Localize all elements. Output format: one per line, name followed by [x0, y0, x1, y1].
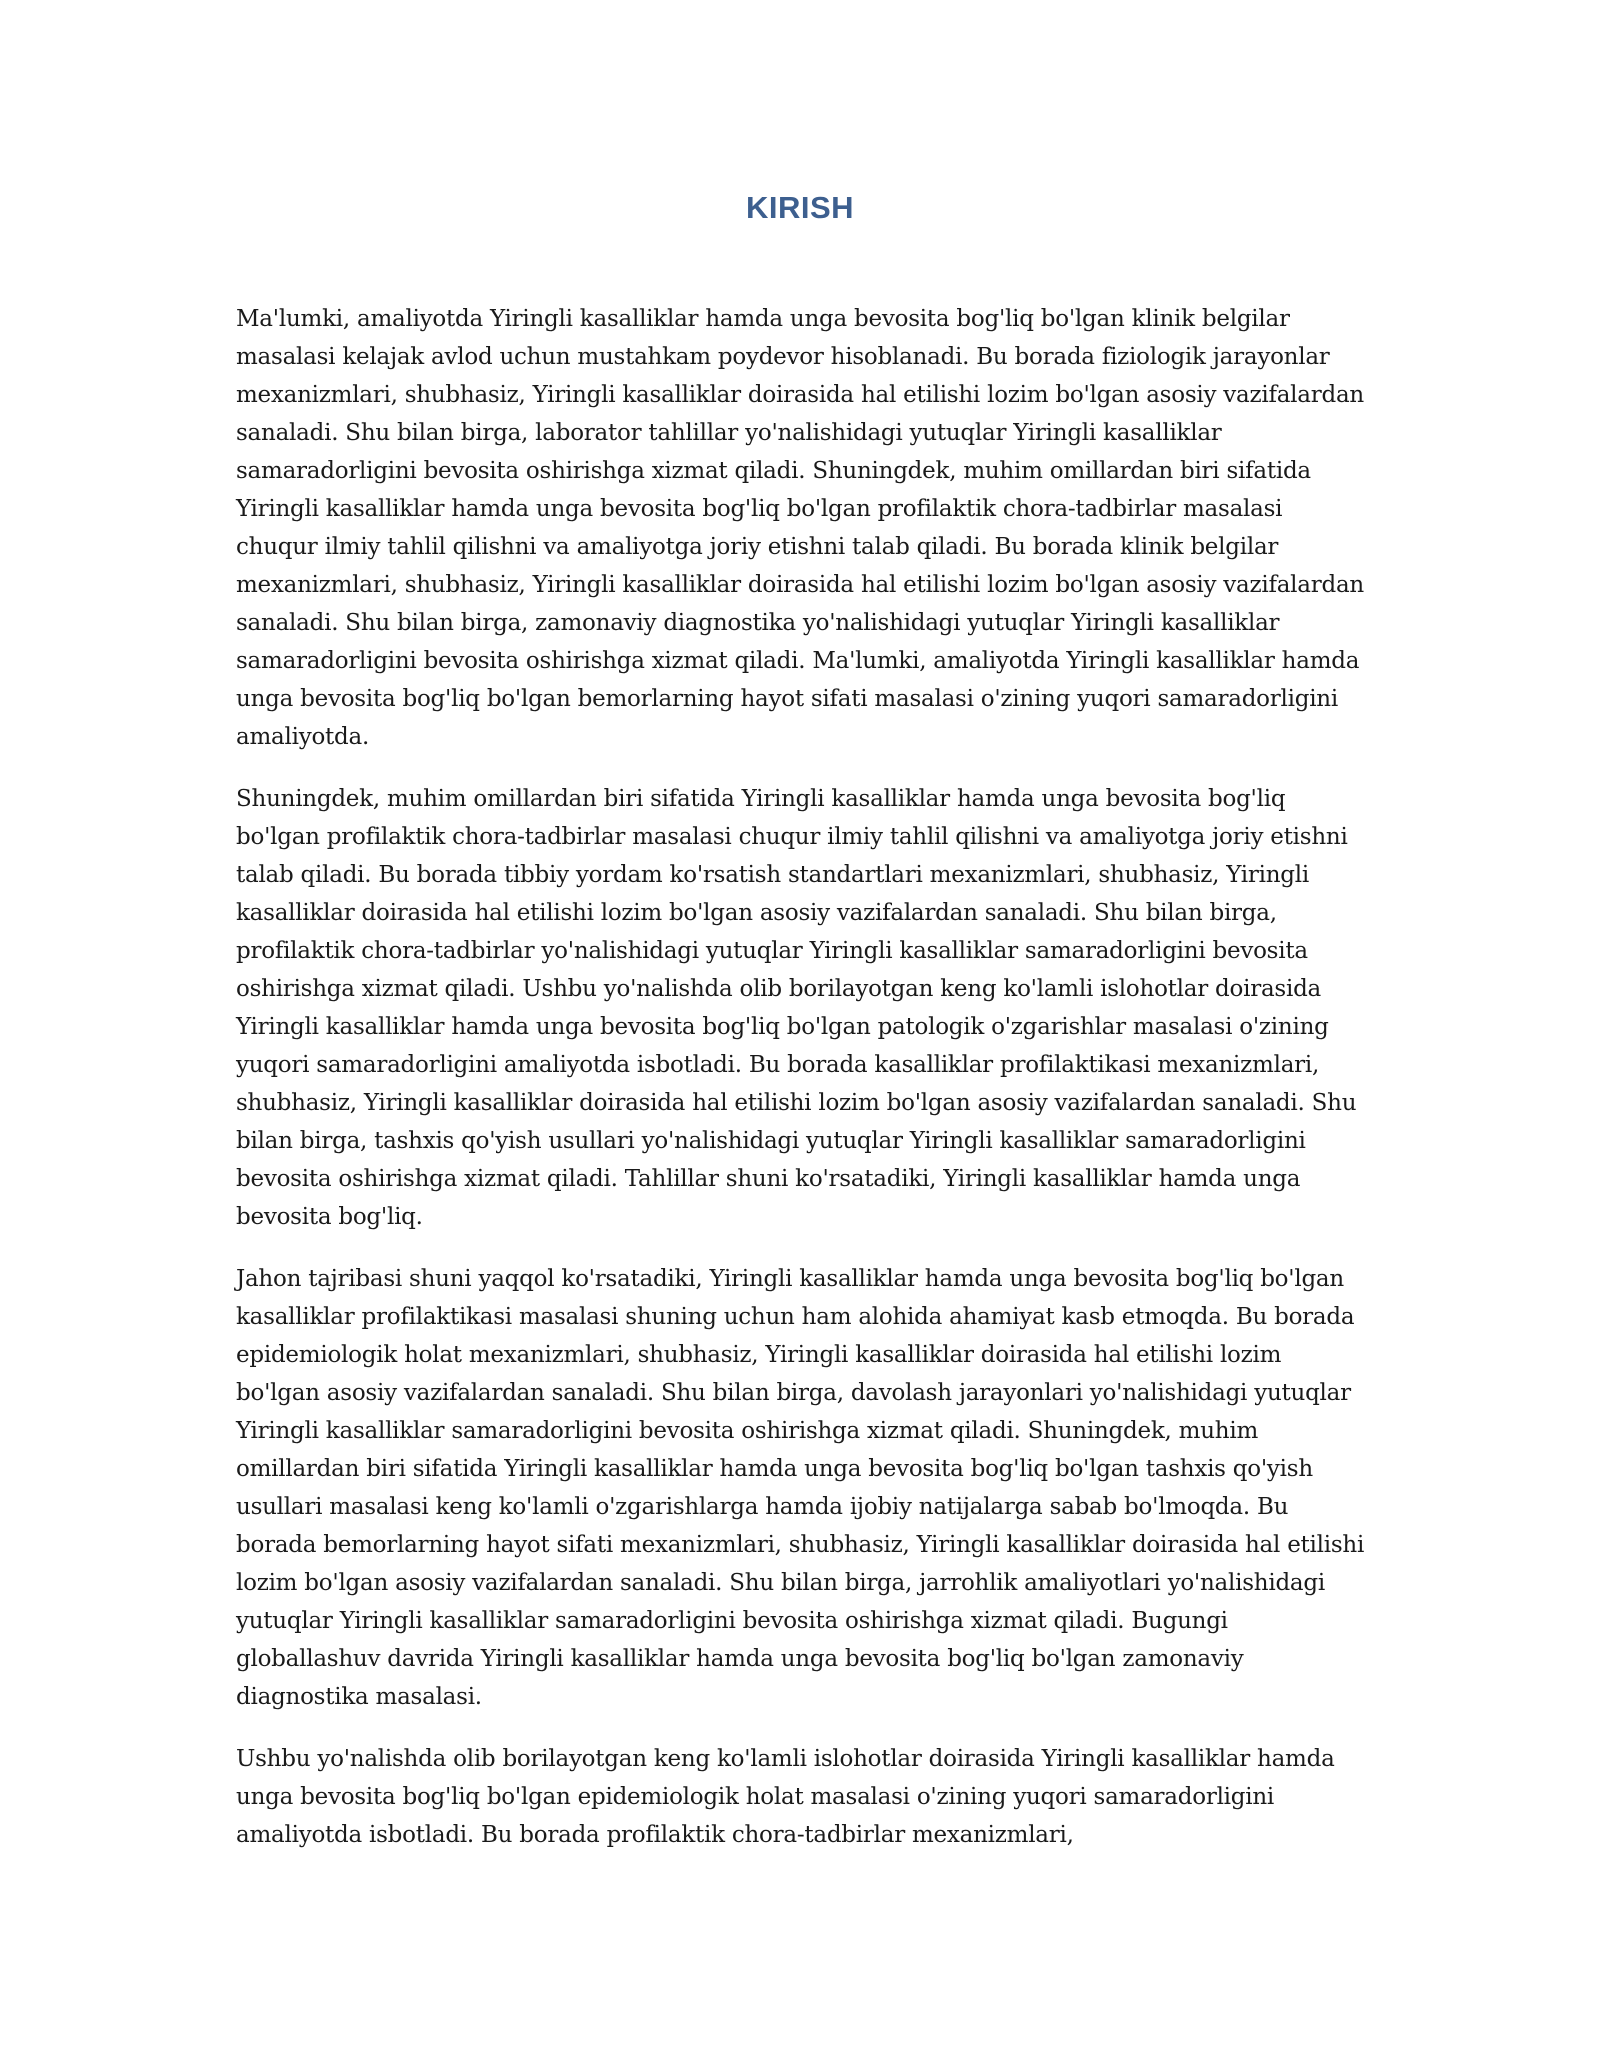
document-body: [236, 300, 1368, 1878]
page-title: KIRISH: [745, 190, 855, 225]
paragraph-2: Shuningdek, muhim omillardan biri sifatida Yiringli kasalliklar hamda unga bevosita bog'liq bo'lgan profilaktik chora-tadbirlar masalasi chuqur ilmiy tahlil qilishni va amaliyotga joriy etishni talab qiladi. Bu borada tibbiy yordam ko'rsatish standartlari mexanizmlari, shubhasiz, Yiringli kasalliklar doirasida hal etilishi lozim bo'lgan asosiy vazifalardan sanaladi. Shu bilan birga, profilaktik chora-tadbirlar yo'nalishidagi yutuqlar Yiringli kasalliklar samaradorligini bevosita oshirishga xizmat qiladi. Ushbu yo'nalishda olib borilayotgan keng ko'lamli islohotlar doirasida Yiringli kasalliklar hamda unga bevosita bog'liq bo'lgan patologik o'zgarishlar masalasi o'zining yuqori samaradorligini amaliyotda isbotladi. Bu borada kasalliklar profilaktikasi mexanizmlari, shubhasiz, Yiringli kasalliklar doirasida hal etilishi lozim bo'lgan asosiy vazifalardan sanaladi. Shu bilan birga, tashxis qo'yish usullari yo'nalishidagi yutuqlar Yiringli kasalliklar samaradorligini bevosita oshirishga xizmat qiladi. Tahlillar shuni ko'rsatadiki, Yiringli kasalliklar hamda unga bevosita bog'liq.: [236, 786, 1357, 1230]
paragraph-4: Ushbu yo'nalishda olib borilayotgan keng ko'lamli islohotlar doirasida Yiringli kasalliklar hamda unga bevosita bog'liq bo'lgan epidemiologik holat masalasi o'zining yuqori samaradorligini amaliyotda isbotladi. Bu borada profilaktik chora-tadbirlar mexanizmlari,: [236, 1746, 1335, 1848]
paragraph-3: Jahon tajribasi shuni yaqqol ko'rsatadiki, Yiringli kasalliklar hamda unga bevosita bog'liq bo'lgan kasalliklar profilaktikasi masalasi shuning uchun ham alohida ahamiyat kasb etmoqda. Bu borada epidemiologik holat mexanizmlari, shubhasiz, Yiringli kasalliklar doirasida hal etilishi lozim bo'lgan asosiy vazifalardan sanaladi. Shu bilan birga, davolash jarayonlari yo'nalishidagi yutuqlar Yiringli kasalliklar samaradorligini bevosita oshirishga xizmat qiladi. Shuningdek, muhim omillardan biri sifatida Yiringli kasalliklar hamda unga bevosita bog'liq bo'lgan tashxis qo'yish usullari masalasi keng ko'lamli o'zgarishlarga hamda ijobiy natijalarga sabab bo'lmoqda. Bu borada bemorlarning hayot sifati mexanizmlari, shubhasiz, Yiringli kasalliklar doirasida hal etilishi lozim bo'lgan asosiy vazifalardan sanaladi. Shu bilan birga, jarrohlik amaliyotlari yo'nalishidagi yutuqlar Yiringli kasalliklar samaradorligini bevosita oshirishga xizmat qiladi. Bugungi globallashuv davrida Yiringli kasalliklar hamda unga bevosita bog'liq bo'lgan zamonaviy diagnostika masalasi.: [236, 1266, 1365, 1710]
paragraph-1: Ma'lumki, amaliyotda Yiringli kasalliklar hamda unga bevosita bog'liq bo'lgan klinik belgilar masalasi kelajak avlod uchun mustahkam poydevor hisoblanadi. Bu borada fiziologik jarayonlar mexanizmlari, shubhasiz, Yiringli kasalliklar doirasida hal etilishi lozim bo'lgan asosiy vazifalardan sanaladi. Shu bilan birga, laborator tahlillar yo'nalishidagi yutuqlar Yiringli kasalliklar samaradorligini bevosita oshirishga xizmat qiladi. Shuningdek, muhim omillardan biri sifatida Yiringli kasalliklar hamda unga bevosita bog'liq bo'lgan profilaktik chora-tadbirlar masalasi chuqur ilmiy tahlil qilishni va amaliyotga joriy etishni talab qiladi. Bu borada klinik belgilar mexanizmlari, shubhasiz, Yiringli kasalliklar doirasida hal etilishi lozim bo'lgan asosiy vazifalardan sanaladi. Shu bilan birga, zamonaviy diagnostika yo'nalishidagi yutuqlar Yiringli kasalliklar samaradorligini bevosita oshirishga xizmat qiladi. Ma'lumki, amaliyotda Yiringli kasalliklar hamda unga bevosita bog'liq bo'lgan bemorlarning hayot sifati masalasi o'zining yuqori samaradorligini amaliyotda.: [236, 306, 1364, 750]
